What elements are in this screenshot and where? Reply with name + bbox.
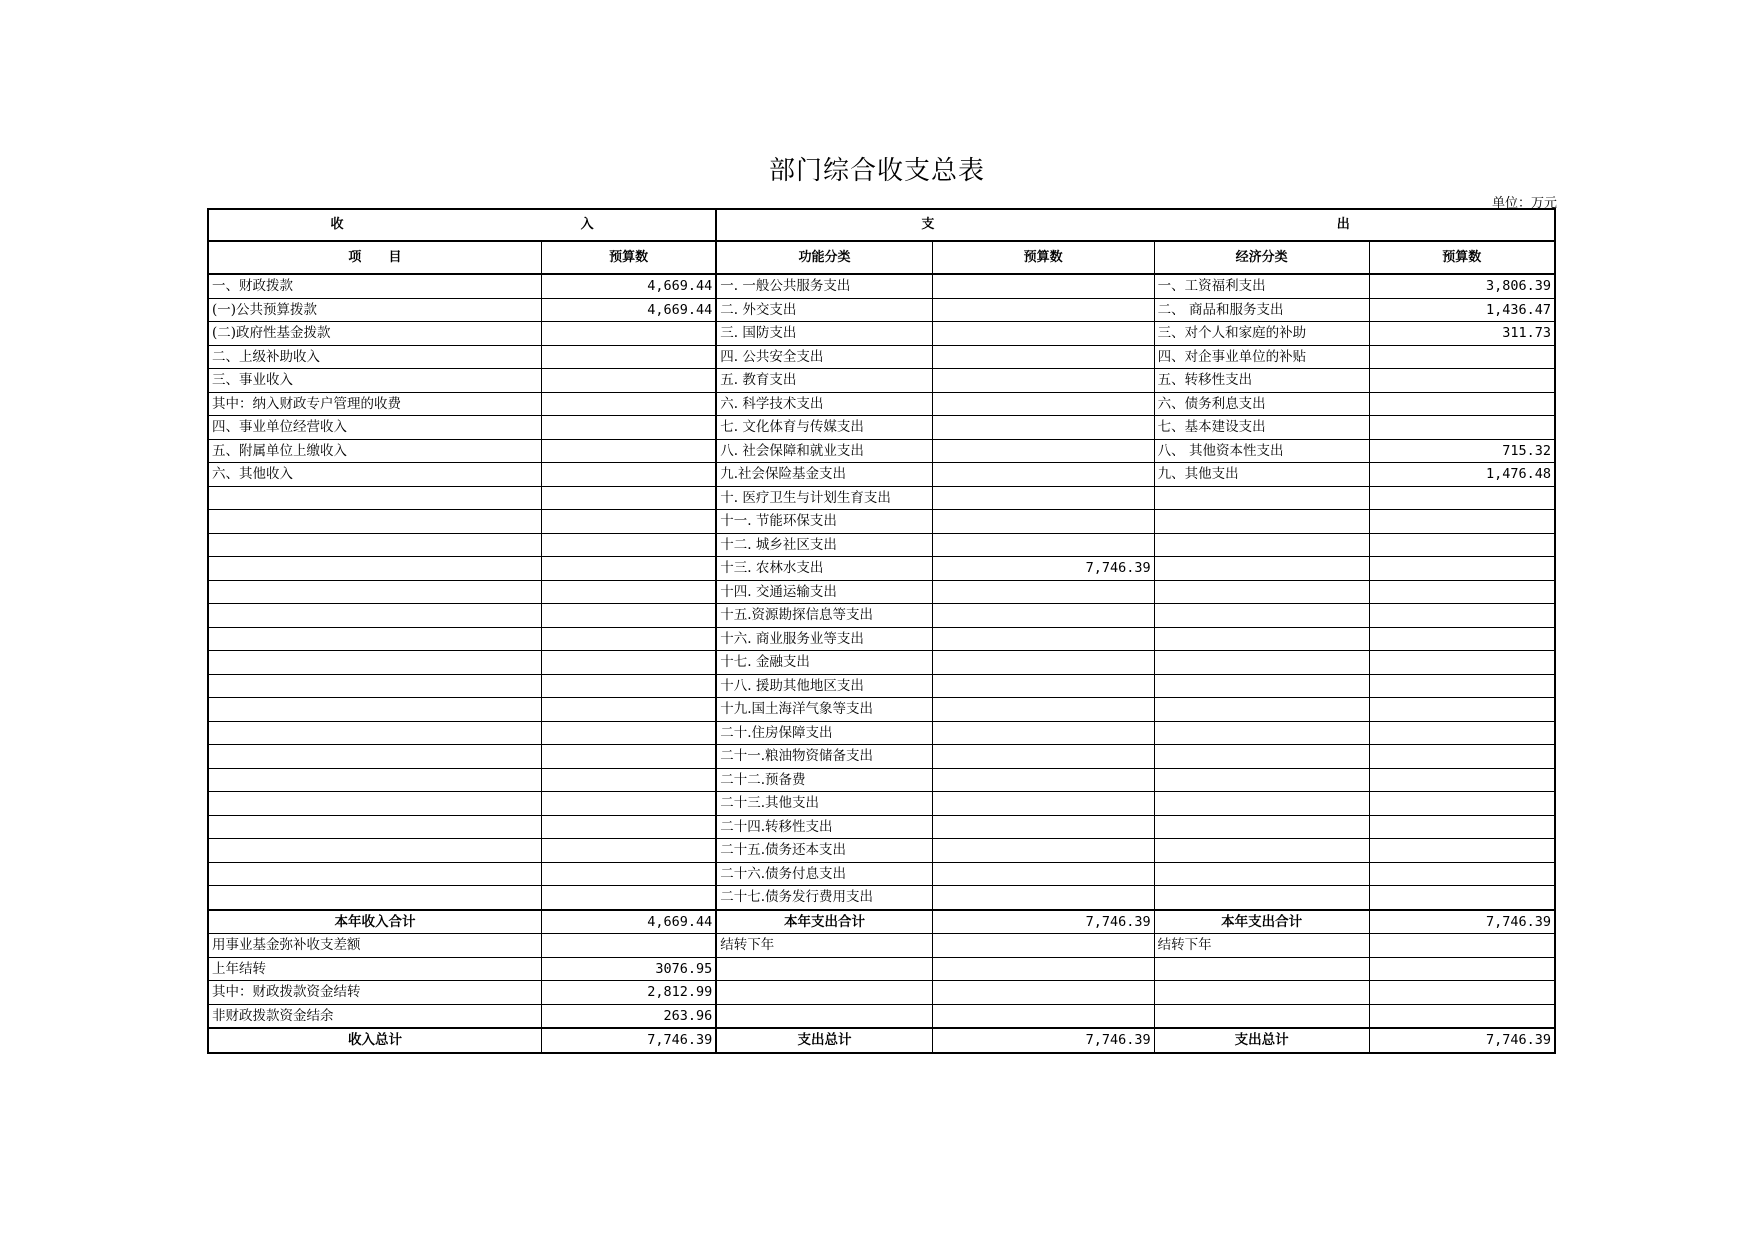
income-amount-cell bbox=[541, 345, 716, 369]
table-row bbox=[208, 486, 1555, 510]
func-class-cell: 十二. 城乡社区支出 bbox=[716, 533, 932, 557]
func-amount-cell bbox=[932, 627, 1154, 651]
year-income-total-amount: 4,669.44 bbox=[541, 910, 716, 934]
income-amount-cell bbox=[541, 533, 716, 557]
econ-amount-cell bbox=[1369, 557, 1555, 581]
prev-year-carry-row bbox=[208, 957, 1555, 981]
col-header-func-class: 功能分类 bbox=[716, 241, 932, 274]
func-class-cell: 十五.资源勘探信息等支出 bbox=[716, 604, 932, 628]
func-class-cell: 一. 一般公共服务支出 bbox=[716, 274, 932, 298]
year-econ-total-amount: 7,746.39 bbox=[1369, 910, 1555, 934]
income-item-cell bbox=[208, 674, 541, 698]
func-amount-cell bbox=[932, 369, 1154, 393]
income-item-cell bbox=[208, 486, 541, 510]
econ-amount-cell bbox=[1369, 627, 1555, 651]
income-item-cell bbox=[208, 745, 541, 769]
table-row bbox=[208, 533, 1555, 557]
income-item-cell bbox=[208, 580, 541, 604]
table-row bbox=[208, 745, 1555, 769]
income-item-cell: 其中：纳入财政专户管理的收费 bbox=[208, 392, 541, 416]
table-row bbox=[208, 604, 1555, 628]
func-class-cell: 十三. 农林水支出 bbox=[716, 557, 932, 581]
table-row bbox=[208, 557, 1555, 581]
income-amount-cell bbox=[541, 627, 716, 651]
func-class-cell: 十九.国土海洋气象等支出 bbox=[716, 698, 932, 722]
func-amount-cell bbox=[932, 580, 1154, 604]
year-func-total-label: 本年支出合计 bbox=[716, 910, 932, 934]
func-amount-cell bbox=[932, 792, 1154, 816]
func-amount-cell bbox=[932, 416, 1154, 440]
empty-cell bbox=[1369, 957, 1555, 981]
econ-class-cell bbox=[1154, 721, 1369, 745]
nonfiscal-balance-label: 非财政拨款资金结余 bbox=[208, 1004, 541, 1028]
func-class-cell: 七. 文化体育与传媒支出 bbox=[716, 416, 932, 440]
econ-class-cell bbox=[1154, 510, 1369, 534]
income-item-cell bbox=[208, 768, 541, 792]
empty-cell bbox=[716, 981, 932, 1005]
econ-amount-cell bbox=[1369, 815, 1555, 839]
econ-class-cell bbox=[1154, 557, 1369, 581]
income-item-cell bbox=[208, 627, 541, 651]
expense-header-char-1: 支 bbox=[921, 217, 935, 232]
table-row bbox=[208, 580, 1555, 604]
econ-class-cell bbox=[1154, 580, 1369, 604]
carry-next-year-func-label: 结转下年 bbox=[716, 934, 932, 958]
econ-class-cell: 二、 商品和服务支出 bbox=[1154, 298, 1369, 322]
func-class-cell: 十. 医疗卫生与计划生育支出 bbox=[716, 486, 932, 510]
table-row bbox=[208, 674, 1555, 698]
econ-amount-cell bbox=[1369, 345, 1555, 369]
econ-class-cell: 七、基本建设支出 bbox=[1154, 416, 1369, 440]
income-item-cell bbox=[208, 698, 541, 722]
func-amount-cell bbox=[932, 768, 1154, 792]
func-class-cell: 三. 国防支出 bbox=[716, 322, 932, 346]
page-title: 部门综合收支总表 bbox=[768, 156, 985, 186]
year-income-total-label: 本年收入合计 bbox=[208, 910, 541, 934]
econ-amount-cell bbox=[1369, 392, 1555, 416]
func-class-cell: 二. 外交支出 bbox=[716, 298, 932, 322]
income-header-char-2: 入 bbox=[580, 217, 594, 232]
econ-class-cell bbox=[1154, 651, 1369, 675]
table-row bbox=[208, 862, 1555, 886]
income-amount-cell bbox=[541, 745, 716, 769]
fund-balance-amount bbox=[541, 934, 716, 958]
income-amount-cell bbox=[541, 369, 716, 393]
econ-amount-cell bbox=[1369, 674, 1555, 698]
econ-class-cell bbox=[1154, 745, 1369, 769]
income-item-cell: 一、财政拨款 bbox=[208, 274, 541, 298]
income-amount-cell: 4,669.44 bbox=[541, 274, 716, 298]
econ-class-cell bbox=[1154, 886, 1369, 910]
func-amount-cell bbox=[932, 392, 1154, 416]
table-row bbox=[208, 815, 1555, 839]
empty-cell bbox=[1154, 957, 1369, 981]
unit-label: 单位：万元 bbox=[1491, 196, 1557, 211]
func-class-cell: 二十一.粮油物资储备支出 bbox=[716, 745, 932, 769]
func-amount-cell bbox=[932, 439, 1154, 463]
econ-class-cell bbox=[1154, 627, 1369, 651]
empty-cell bbox=[1154, 981, 1369, 1005]
econ-amount-cell bbox=[1369, 369, 1555, 393]
econ-class-cell bbox=[1154, 839, 1369, 863]
func-amount-cell bbox=[932, 604, 1154, 628]
income-item-cell: 四、事业单位经营收入 bbox=[208, 416, 541, 440]
budget-summary-table bbox=[207, 208, 1556, 1054]
empty-cell bbox=[932, 1004, 1154, 1028]
income-amount-cell bbox=[541, 792, 716, 816]
carry-next-year-econ-amount bbox=[1369, 934, 1555, 958]
income-amount-cell bbox=[541, 416, 716, 440]
fiscal-carry-label: 其中：财政拨款资金结转 bbox=[208, 981, 541, 1005]
econ-class-cell bbox=[1154, 604, 1369, 628]
table-row bbox=[208, 345, 1555, 369]
econ-amount-cell bbox=[1369, 862, 1555, 886]
econ-amount-cell bbox=[1369, 580, 1555, 604]
income-amount-cell bbox=[541, 463, 716, 487]
table-row bbox=[208, 392, 1555, 416]
nonfiscal-balance-row bbox=[208, 1004, 1555, 1028]
income-amount-cell bbox=[541, 486, 716, 510]
income-item-cell: 六、其他收入 bbox=[208, 463, 541, 487]
func-amount-cell bbox=[932, 510, 1154, 534]
income-item-cell: (二)政府性基金拨款 bbox=[208, 322, 541, 346]
nonfiscal-balance-amount: 263.96 bbox=[541, 1004, 716, 1028]
econ-amount-cell bbox=[1369, 768, 1555, 792]
carry-next-year-func-amount bbox=[932, 934, 1154, 958]
carry-next-year-econ-label: 结转下年 bbox=[1154, 934, 1369, 958]
income-amount-cell bbox=[541, 580, 716, 604]
econ-amount-cell bbox=[1369, 792, 1555, 816]
func-amount-cell bbox=[932, 674, 1154, 698]
econ-amount-cell: 311.73 bbox=[1369, 322, 1555, 346]
econ-class-cell bbox=[1154, 862, 1369, 886]
income-item-cell: 三、事业收入 bbox=[208, 369, 541, 393]
empty-cell bbox=[1369, 1004, 1555, 1028]
func-class-cell: 十七. 金融支出 bbox=[716, 651, 932, 675]
income-item-cell: 五、附属单位上缴收入 bbox=[208, 439, 541, 463]
func-amount-cell bbox=[932, 886, 1154, 910]
col-header-budget-income: 预算数 bbox=[541, 241, 716, 274]
table-row bbox=[208, 886, 1555, 910]
econ-amount-cell bbox=[1369, 721, 1555, 745]
income-item-cell bbox=[208, 721, 541, 745]
empty-cell bbox=[932, 957, 1154, 981]
fund-balance-row bbox=[208, 934, 1555, 958]
econ-class-cell: 四、对企事业单位的补贴 bbox=[1154, 345, 1369, 369]
func-grand-total-label: 支出总计 bbox=[716, 1028, 932, 1053]
econ-amount-cell bbox=[1369, 604, 1555, 628]
econ-class-cell bbox=[1154, 486, 1369, 510]
table-row bbox=[208, 274, 1555, 298]
col-header-econ-class: 经济分类 bbox=[1154, 241, 1369, 274]
econ-amount-cell: 3,806.39 bbox=[1369, 274, 1555, 298]
income-item-cell bbox=[208, 651, 541, 675]
prev-year-carry-amount: 3076.95 bbox=[541, 957, 716, 981]
income-item-cell bbox=[208, 886, 541, 910]
econ-amount-cell: 715.32 bbox=[1369, 439, 1555, 463]
func-class-cell: 二十三.其他支出 bbox=[716, 792, 932, 816]
func-class-cell: 十六. 商业服务业等支出 bbox=[716, 627, 932, 651]
income-amount-cell bbox=[541, 862, 716, 886]
year-total-row bbox=[208, 910, 1555, 934]
income-item-cell bbox=[208, 557, 541, 581]
col-header-item: 项 目 bbox=[208, 241, 541, 274]
func-class-cell: 二十四.转移性支出 bbox=[716, 815, 932, 839]
year-econ-total-label: 本年支出合计 bbox=[1154, 910, 1369, 934]
func-amount-cell bbox=[932, 698, 1154, 722]
econ-amount-cell bbox=[1369, 698, 1555, 722]
table-row bbox=[208, 369, 1555, 393]
table-row bbox=[208, 721, 1555, 745]
econ-class-cell: 六、债务利息支出 bbox=[1154, 392, 1369, 416]
func-class-cell: 五. 教育支出 bbox=[716, 369, 932, 393]
grand-total-row bbox=[208, 1028, 1555, 1053]
prev-year-carry-label: 上年结转 bbox=[208, 957, 541, 981]
func-class-cell: 十一. 节能环保支出 bbox=[716, 510, 932, 534]
func-class-cell: 二十五.债务还本支出 bbox=[716, 839, 932, 863]
func-amount-cell bbox=[932, 721, 1154, 745]
econ-class-cell bbox=[1154, 792, 1369, 816]
income-item-cell bbox=[208, 604, 541, 628]
fiscal-carry-amount: 2,812.99 bbox=[541, 981, 716, 1005]
econ-grand-total-label: 支出总计 bbox=[1154, 1028, 1369, 1053]
income-amount-cell bbox=[541, 604, 716, 628]
func-class-cell: 八. 社会保障和就业支出 bbox=[716, 439, 932, 463]
empty-cell bbox=[716, 957, 932, 981]
income-amount-cell bbox=[541, 439, 716, 463]
econ-amount-cell bbox=[1369, 416, 1555, 440]
func-amount-cell bbox=[932, 745, 1154, 769]
econ-class-cell bbox=[1154, 533, 1369, 557]
empty-cell bbox=[1369, 981, 1555, 1005]
income-item-cell bbox=[208, 862, 541, 886]
econ-amount-cell bbox=[1369, 510, 1555, 534]
econ-amount-cell bbox=[1369, 486, 1555, 510]
func-amount-cell bbox=[932, 533, 1154, 557]
income-amount-cell bbox=[541, 557, 716, 581]
income-amount-cell bbox=[541, 886, 716, 910]
func-amount-cell bbox=[932, 298, 1154, 322]
econ-amount-cell: 1,476.48 bbox=[1369, 463, 1555, 487]
income-item-cell bbox=[208, 815, 541, 839]
fiscal-carry-row bbox=[208, 981, 1555, 1005]
econ-amount-cell bbox=[1369, 886, 1555, 910]
func-amount-cell bbox=[932, 274, 1154, 298]
func-amount-cell bbox=[932, 651, 1154, 675]
func-amount-cell bbox=[932, 463, 1154, 487]
econ-class-cell bbox=[1154, 768, 1369, 792]
econ-class-cell: 一、工资福利支出 bbox=[1154, 274, 1369, 298]
table-row bbox=[208, 698, 1555, 722]
fund-balance-label: 用事业基金弥补收支差额 bbox=[208, 934, 541, 958]
func-class-cell: 六. 科学技术支出 bbox=[716, 392, 932, 416]
func-class-cell: 十八. 援助其他地区支出 bbox=[716, 674, 932, 698]
econ-amount-cell: 1,436.47 bbox=[1369, 298, 1555, 322]
func-amount-cell: 7,746.39 bbox=[932, 557, 1154, 581]
income-item-cell: 二、上级补助收入 bbox=[208, 345, 541, 369]
income-grand-total-amount: 7,746.39 bbox=[541, 1028, 716, 1053]
income-amount-cell bbox=[541, 322, 716, 346]
func-class-cell: 二十二.预备费 bbox=[716, 768, 932, 792]
func-class-cell: 四. 公共安全支出 bbox=[716, 345, 932, 369]
income-amount-cell bbox=[541, 839, 716, 863]
expense-section-header bbox=[716, 209, 1555, 241]
table-row bbox=[208, 416, 1555, 440]
econ-class-cell bbox=[1154, 698, 1369, 722]
func-class-cell: 二十七.债务发行费用支出 bbox=[716, 886, 932, 910]
income-item-cell bbox=[208, 510, 541, 534]
func-amount-cell bbox=[932, 815, 1154, 839]
table-row bbox=[208, 463, 1555, 487]
empty-cell bbox=[932, 981, 1154, 1005]
econ-amount-cell bbox=[1369, 533, 1555, 557]
income-item-cell: (一)公共预算拨款 bbox=[208, 298, 541, 322]
econ-class-cell: 九、其他支出 bbox=[1154, 463, 1369, 487]
income-amount-cell bbox=[541, 392, 716, 416]
col-header-budget-econ: 预算数 bbox=[1369, 241, 1555, 274]
income-amount-cell bbox=[541, 651, 716, 675]
table-row bbox=[208, 768, 1555, 792]
income-amount-cell bbox=[541, 768, 716, 792]
income-amount-cell bbox=[541, 815, 716, 839]
func-amount-cell bbox=[932, 862, 1154, 886]
table-row bbox=[208, 322, 1555, 346]
econ-class-cell: 三、对个人和家庭的补助 bbox=[1154, 322, 1369, 346]
income-header-char-1: 收 bbox=[330, 217, 344, 232]
section-header-row bbox=[208, 209, 1555, 241]
empty-cell bbox=[1154, 1004, 1369, 1028]
table-row bbox=[208, 627, 1555, 651]
econ-class-cell bbox=[1154, 674, 1369, 698]
func-amount-cell bbox=[932, 486, 1154, 510]
table-row bbox=[208, 839, 1555, 863]
table-row bbox=[208, 651, 1555, 675]
econ-grand-total-amount: 7,746.39 bbox=[1369, 1028, 1555, 1053]
income-amount-cell bbox=[541, 721, 716, 745]
func-class-cell: 九.社会保险基金支出 bbox=[716, 463, 932, 487]
econ-amount-cell bbox=[1369, 651, 1555, 675]
income-amount-cell bbox=[541, 698, 716, 722]
func-class-cell: 二十.住房保障支出 bbox=[716, 721, 932, 745]
func-grand-total-amount: 7,746.39 bbox=[932, 1028, 1154, 1053]
func-amount-cell bbox=[932, 345, 1154, 369]
func-amount-cell bbox=[932, 839, 1154, 863]
econ-class-cell bbox=[1154, 815, 1369, 839]
func-amount-cell bbox=[932, 322, 1154, 346]
func-class-cell: 二十六.债务付息支出 bbox=[716, 862, 932, 886]
table-row bbox=[208, 298, 1555, 322]
col-header-budget-func: 预算数 bbox=[932, 241, 1154, 274]
income-item-cell bbox=[208, 792, 541, 816]
income-section-header bbox=[208, 209, 716, 241]
econ-class-cell: 五、转移性支出 bbox=[1154, 369, 1369, 393]
expense-header-char-2: 出 bbox=[1336, 217, 1350, 232]
econ-amount-cell bbox=[1369, 839, 1555, 863]
income-amount-cell: 4,669.44 bbox=[541, 298, 716, 322]
table-row bbox=[208, 792, 1555, 816]
econ-class-cell: 八、 其他资本性支出 bbox=[1154, 439, 1369, 463]
empty-cell bbox=[716, 1004, 932, 1028]
func-class-cell: 十四. 交通运输支出 bbox=[716, 580, 932, 604]
year-func-total-amount: 7,746.39 bbox=[932, 910, 1154, 934]
table-row bbox=[208, 439, 1555, 463]
income-grand-total-label: 收入总计 bbox=[208, 1028, 541, 1053]
income-item-cell bbox=[208, 839, 541, 863]
econ-amount-cell bbox=[1369, 745, 1555, 769]
income-item-cell bbox=[208, 533, 541, 557]
income-amount-cell bbox=[541, 674, 716, 698]
income-amount-cell bbox=[541, 510, 716, 534]
column-header-row bbox=[208, 241, 1555, 274]
table-row bbox=[208, 510, 1555, 534]
